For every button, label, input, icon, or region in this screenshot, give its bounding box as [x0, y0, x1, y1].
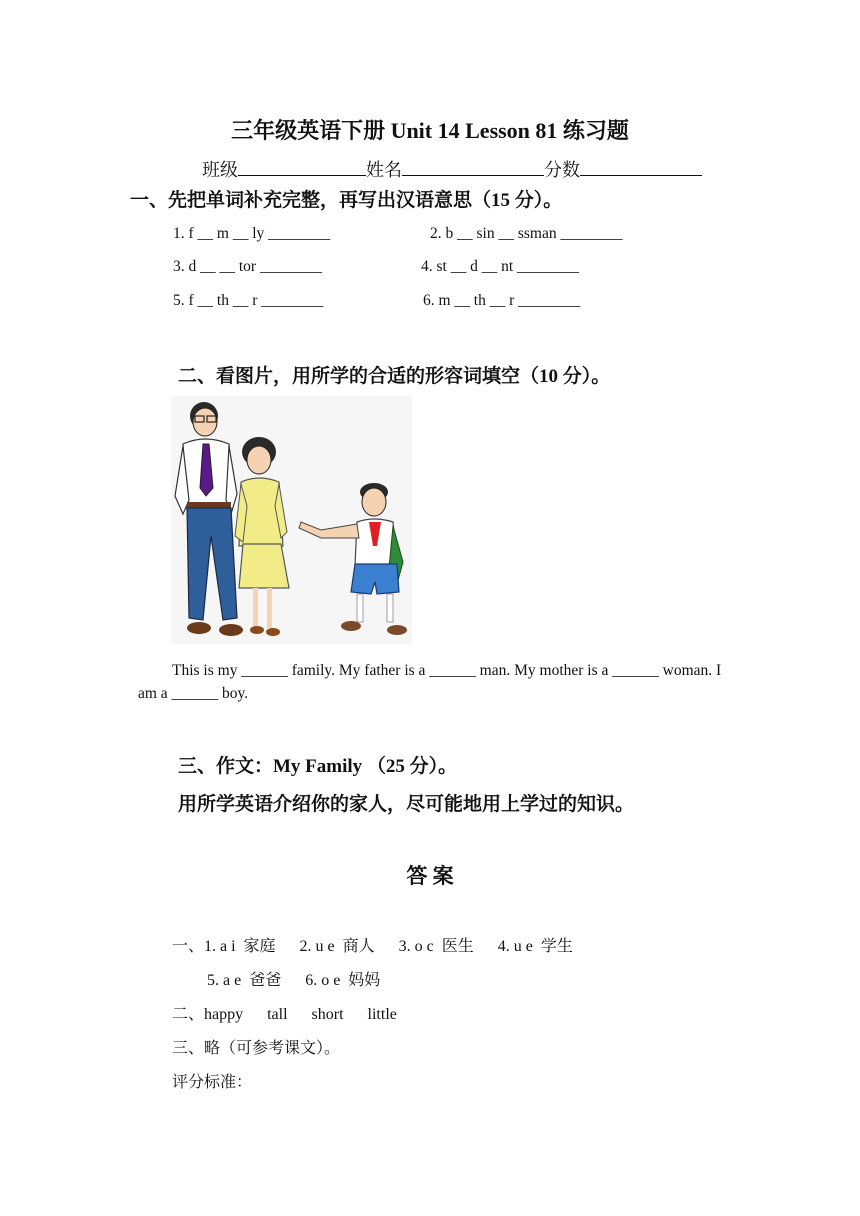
fill-in-paragraph: This is my ______ family. My father is a ______ man. My mother is a ______ woman. I am a ______ boy.: [138, 662, 722, 702]
answer-line: 二、happy tall short little: [172, 1006, 397, 1023]
exercise-item: 4. st __ d __ nt ________: [421, 258, 580, 275]
exercise-item: 5. f __ th __ r ________: [173, 292, 324, 309]
score-blank: [580, 159, 702, 176]
section2-heading: 二、看图片，用所学的合适的形容词填空（10 分）。: [178, 366, 611, 387]
father-figure: [175, 402, 243, 636]
answer-line: 一、1. a i 家庭 2. u e 商人 3. o c 医生 4. u e 学生: [172, 938, 573, 955]
boy-figure: [299, 483, 407, 635]
exercise-item: 2. b __ sin __ ssman ________: [430, 225, 623, 242]
class-label: 班级: [202, 160, 238, 180]
student-info-line: [202, 156, 702, 182]
family-illustration: [171, 396, 412, 644]
section1-heading: 一、先把单词补充完整，再写出汉语意思（15 分）。: [130, 190, 563, 211]
answers-title: 答 案: [406, 864, 454, 888]
section3-instruction: 用所学英语介绍你的家人，尽可能地用上学过的知识。: [178, 794, 635, 815]
page-title: 三年级英语下册 Unit 14 Lesson 81 练习题: [231, 118, 629, 143]
answer-line: 评分标准：: [172, 1074, 253, 1091]
mother-figure: [235, 437, 289, 636]
name-label: 姓名: [366, 160, 402, 180]
exercise-item: 3. d __ __ tor ________: [173, 258, 322, 275]
score-label: 分数: [544, 160, 580, 180]
class-blank: [238, 159, 366, 176]
exercise-item: 1. f __ m __ ly ________: [173, 225, 331, 242]
exercise-item: 6. m __ th __ r ________: [423, 292, 581, 309]
section3-heading: 三、作文：My Family （25 分）。: [178, 756, 458, 777]
name-blank: [402, 159, 544, 176]
answer-line: 5. a e 爸爸 6. o e 妈妈: [207, 972, 381, 989]
answer-line: 三、略（可参考课文）。: [172, 1040, 341, 1057]
family-icon: [171, 396, 412, 644]
